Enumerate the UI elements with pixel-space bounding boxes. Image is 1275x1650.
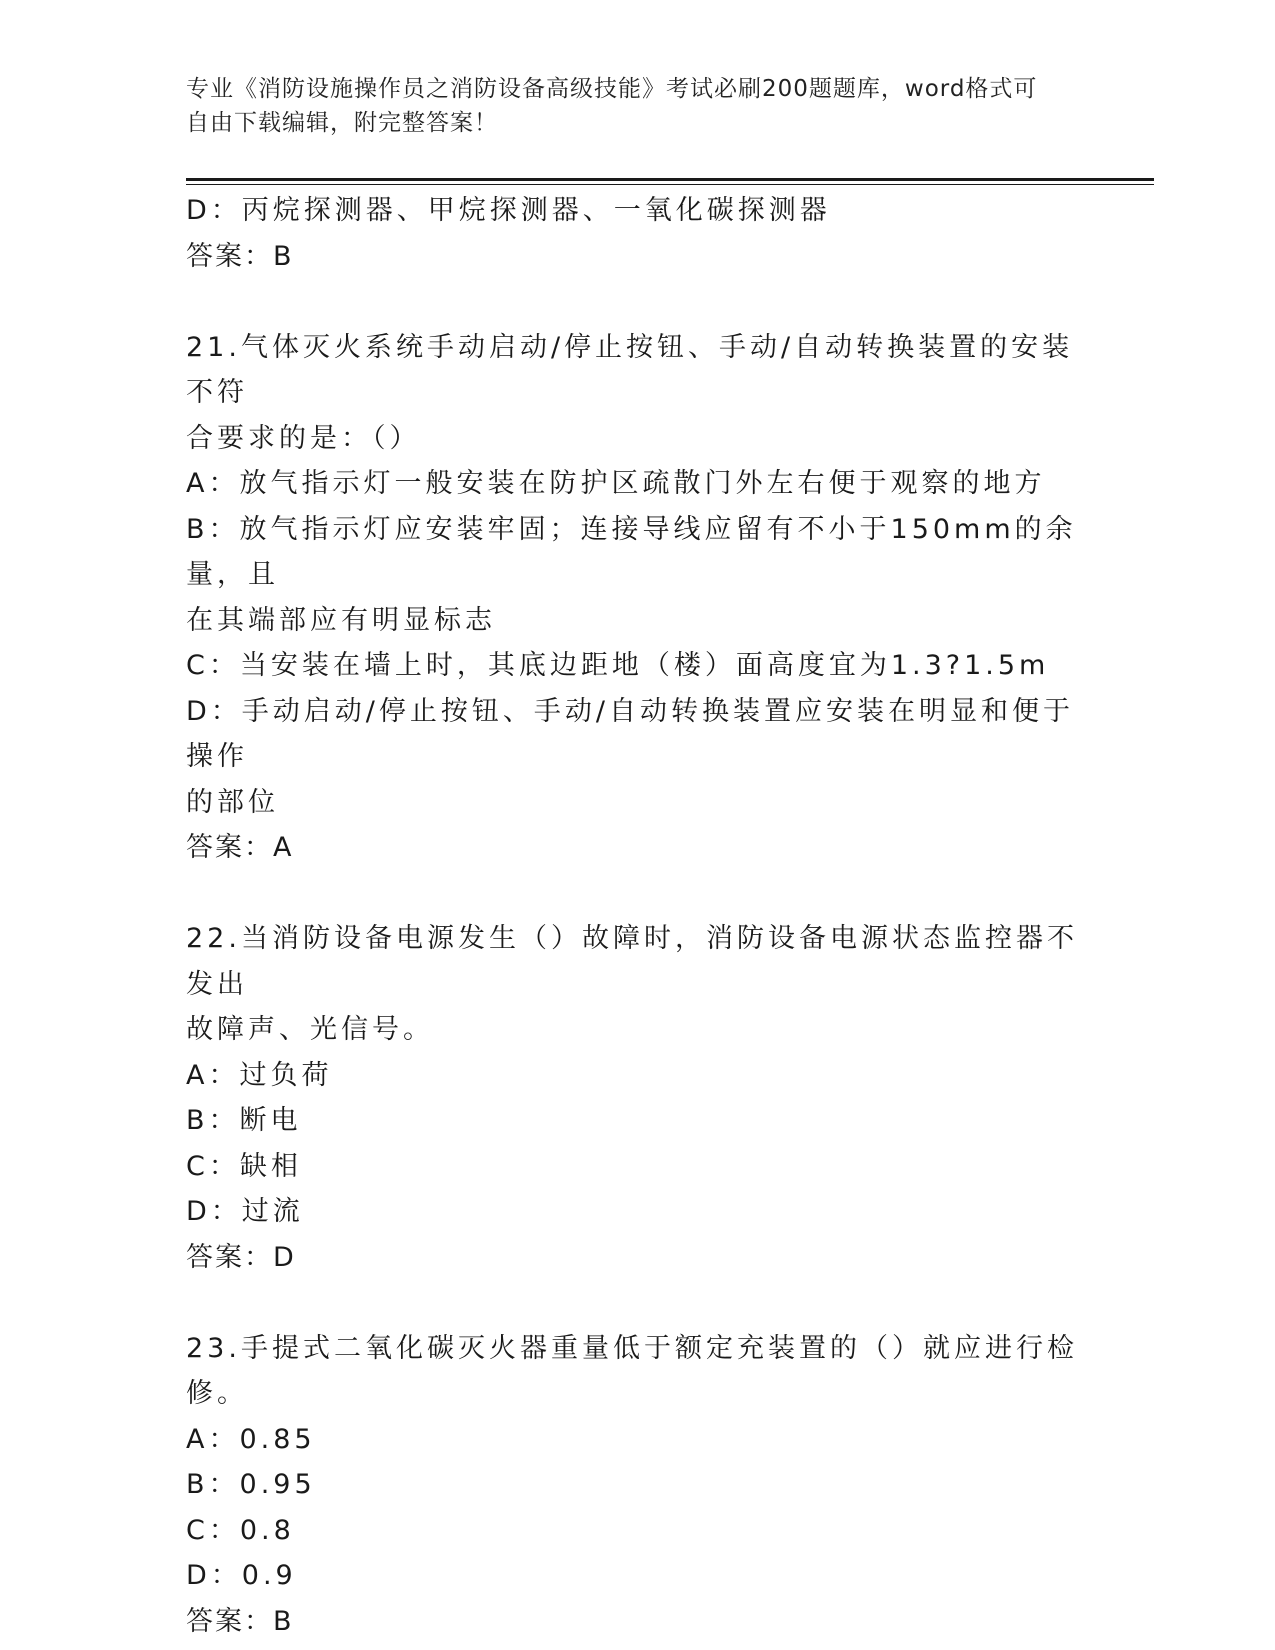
option-b-cont: 在其端部应有明显标志 [186, 604, 496, 636]
header-line-2: 自由下载编辑，附完整答案！ [186, 110, 498, 136]
question-content [186, 188, 1086, 1644]
question-stem: 21.气体灭火系统手动启动/停止按钮、手动/自动转换装置的安装不符 [186, 331, 1074, 408]
document-header [186, 72, 1086, 140]
question-22 [186, 916, 1086, 1280]
header-rule-thin [186, 184, 1154, 185]
spacer [186, 279, 1086, 325]
question-23 [186, 1326, 1086, 1645]
answer-line: 答案：B [186, 1605, 294, 1637]
option-d: D：丙烷探测器、甲烷探测器、一氧化碳探测器 [186, 195, 831, 226]
header-line-1: 专业《消防设施操作员之消防设备高级技能》考试必刷200题题库，word格式可 [186, 76, 1038, 102]
option-a: A：放气指示灯一般安装在防护区疏散门外左右便于观察的地方 [186, 468, 1046, 499]
spacer [186, 1280, 1086, 1326]
option-b: B：0.95 [186, 1469, 316, 1500]
question-stem: 23.手提式二氧化碳灭火器重量低于额定充装置的（）就应进行检修。 [186, 1332, 1078, 1409]
option-b: B：断电 [186, 1105, 302, 1136]
header-rule-thick [186, 178, 1154, 181]
spacer [186, 871, 1086, 917]
answer-line: 答案：D [186, 1241, 296, 1273]
option-c: C：0.8 [186, 1514, 295, 1546]
option-c: C：当安装在墙上时，其底边距地（楼）面高度宜为1.3?1.5m [186, 650, 1050, 681]
option-d: D：0.9 [186, 1560, 297, 1591]
option-c: C：缺相 [186, 1150, 302, 1182]
question-21 [186, 325, 1086, 871]
option-d: D：过流 [186, 1196, 304, 1227]
answer-line: 答案：A [186, 832, 294, 863]
question-stem: 22.当消防设备电源发生（）故障时，消防设备电源状态监控器不发出 [186, 923, 1078, 1000]
option-d-cont: 的部位 [186, 786, 279, 818]
answer-line: 答案：B [186, 240, 294, 272]
option-a: A：过负荷 [186, 1059, 333, 1091]
prev-question-tail [186, 188, 1086, 279]
option-b: B：放气指示灯应安装牢固；连接导线应留有不小于150mm的余量，且 [186, 513, 1077, 590]
option-d: D：手动启动/停止按钮、手动/自动转换装置应安装在明显和便于操作 [186, 695, 1074, 772]
option-a: A：0.85 [186, 1423, 316, 1455]
question-stem-cont: 故障声、光信号。 [186, 1014, 434, 1045]
question-stem-cont: 合要求的是：（） [186, 422, 421, 454]
